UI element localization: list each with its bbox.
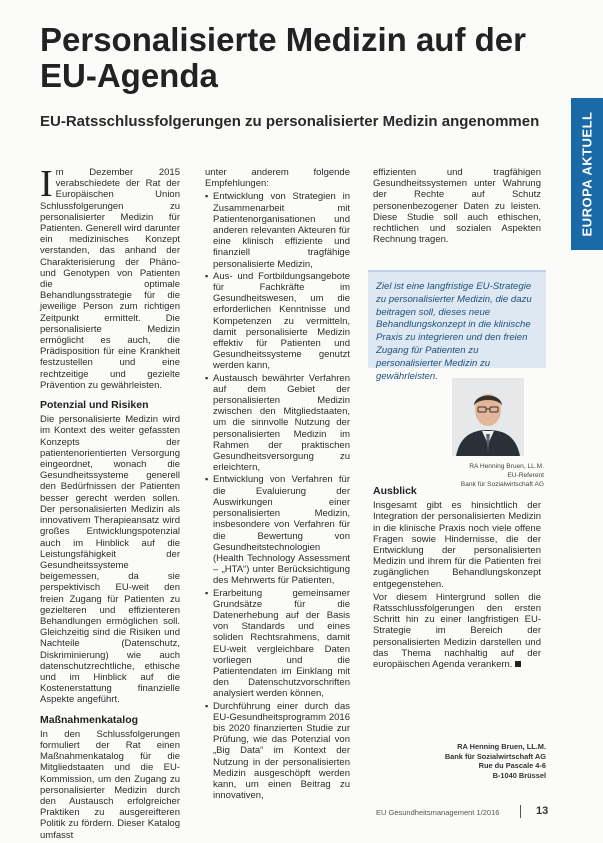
katalog-paragraph: In den Schlussfolgerungen formuliert der Rat einen Maßnahmenkatalog für die Mitgliedstaaten und die EU-Kommission, um den Zugang zu personalisierter Medizin durch den Austausch erfolgreicher Praktiken zu ausgereifteren Politik zu fördern. Dieser Katalog umfasst [40,728,180,841]
intro-paragraph [40,163,180,391]
ausblick-paragraph-2 [373,592,541,670]
list-item: ▪ Austausch bewährter Verfahren auf dem Gebiet der personalisierten Medizin zwischen den Mitgliedstaaten, um die sinnvolle Nutzung der personalisierten Medizin im Rahmen der praktischen Gesundheitsversorgung zu erleichtern, [205,373,350,474]
portrait-image [452,378,524,456]
page-footer [376,806,576,820]
heading-katalog: Maßnahmenkatalog [40,713,139,726]
col2-intro: unter anderem folgende Empfehlungen: [205,167,350,190]
list-item: ▪ Erarbeitung gemeinsamer Grundsätze für die Datenerhebung auf der Basis von Standards und eines soliden Rechtsrahmens, damit EU-weit vergleichbare Daten vorliegen und die Patientendaten im Einklang mit den Datenschutzvorschriften analysiert werden können, [205,588,350,700]
heading-ausblick: Ausblick [373,485,417,497]
author-block [410,742,546,780]
list-item: ▪ Durchführung einer durch das EU-Gesundheitsprogramm 2016 bis 2020 finanzierten Studie zur Prüfung, wie das Potenzial von „Big Data“ im Kontext der Nutzung in der personalisierten Medizin ausgeschöpft werden kann, um einen Beitrag zu innovativen, [205,701,350,802]
article-subtitle: EU-Ratsschlussfolgerungen zu personalisierter Medizin angenommen [40,113,540,130]
section-tab-label: EUROPA AKTUELL [579,111,595,237]
caption-name: RA Henning Bruen, LL.M. [469,463,544,470]
caption-org: Bank für Sozialwirtschaft AG [460,481,544,488]
author-street: Rue du Pascale 4-6 [478,761,546,771]
author-photo [452,378,524,456]
column-1 [40,163,180,843]
potential-paragraph: Die personalisierte Medizin wird im Kontext des weiter gefassten Konzepts der patientenorientierten Versorgung eingeordnet, wonach die Gesundheitssysteme generell den Bedürfnissen der Patienten besser gerecht werden sollen. Der personalisierten Medizin als innovativem Therapieansatz wird großes Entwicklungspotenzial auch im Hinblick auf die Leistungsfähigkeit der Gesundheitssysteme beigemessen, da sie perspektivisch EU-weit den freien Zugang für Patienten zu gezielteren und effizienteren Behandlungen ermöglichen soll. Gleichzeitig sind die Risiken und Nachteile (Datenschutz, Diskriminierung) wie auch datenschutzrechtliche, ethische und im Hinblick auf die Kostenerstattung finanzielle Aspekte angeführt. [40,414,180,706]
author-name: RA Henning Bruen, LL.M. [457,742,546,751]
intro-text: m Dezember 2015 verabschiedete der Rat der Europäischen Union Schlussfolgerungen zu personalisierter Medizin für Patienten. Generell wird darunter ein medizinisches Konzept verstanden, das anhand der Charakterisierung der Phäno- und Genotypen von Patienten die optimale Behandlungsstrategie für die jeweilige Person zum richtigen Zeitpunkt ermittelt. Die personalisierte Medizin ermöglicht es auch, die Prädisposition für eine Krankheit festzustellen und eine rechtzeitige und gezielte Prävention zu gewährleisten. [40,167,180,391]
journal-name: EU Gesundheitsmanagement 1/2016 [376,808,500,817]
list-item: ▪ Aus- und Fortbildungsangebote für Fachkräfte im Gesundheitswesen, um die erforderlichen Kenntnisse und Kompetenzen zu vermitteln, damit personalisierte Medizin effektiv für Patienten und Gesundheitssysteme genutzt werden kann, [205,271,350,372]
caption-title: EU-Referent [507,472,544,479]
column-3-top [373,167,541,247]
article-title: Personalisierte Medizin auf der EU-Agenda [40,21,526,94]
author-org: Bank für Sozialwirtschaft AG [444,751,546,761]
list-item: ▪ Entwicklung von Strategien in Zusammenarbeit mit Patientenorganisationen und anderen relevanten Akteuren für eine klinisch effiziente und finanziell tragfähige personalisierte Medizin, [205,191,350,269]
end-mark-icon [515,661,521,667]
footer-divider [520,805,521,818]
drop-cap: I [40,163,53,205]
ausblick-paragraph-1: Insgesamt gibt es hinsichtlich der Integration der personalisierten Medizin in die klinische Praxis noch viele offene Fragen sowie Hindernisse, die der Entwicklung der personalisierten Medizin und ihrem für die Patienten frei zugänglichen Behandlungskonzept entgegenstehen. [373,500,541,590]
col3-continuation: effizienten und tragfähigen Gesundheitssystemen unter Wahrung der Rechte auf Schutz personenbezogener Daten zu leisten. Diese Studie soll auch ethischen, rechtlichen und sozialen Aspekten Rechnung tragen. [373,167,541,246]
recommendation-list [205,191,350,801]
heading-potential: Potenzial und Risiken [40,399,149,412]
page-number: 13 [536,805,549,817]
ausblick-text-2: Vor diesem Hintergrund sollen die Ratsschlussfolgerungen den ersten Schritt hin zu einer langfristigen EU-Strategie im Bereich der personalisierten Medizin darstellen und das Thema nachhaltig auf der europäischen Agenda verankern. [373,591,541,671]
section-tab [571,98,603,250]
pull-quote: Ziel ist eine langfristige EU-Strategie zu personalisierter Medizin, die dazu beitragen soll, dieses neue Behandlungskonzept in die klinische Praxis zu integrieren und den freien Zugang für Patienten zu personalisierter Medizin zu gewährleisten. [368,270,546,368]
ausblick-section [373,486,541,672]
photo-caption [408,462,544,489]
column-2 [205,167,350,802]
list-item: ▪ Entwicklung von Verfahren für die Evaluierung der Auswirkungen einer personalisierten Medizin, insbesondere von Verfahren für die Bewertung von Gesundheitstechnologien (Health Technology Assessment – „HTA“) unter Berücksichtigung des Mehrwerts für Patienten, [205,474,350,586]
author-city: B-1040 Brüssel [492,770,546,780]
